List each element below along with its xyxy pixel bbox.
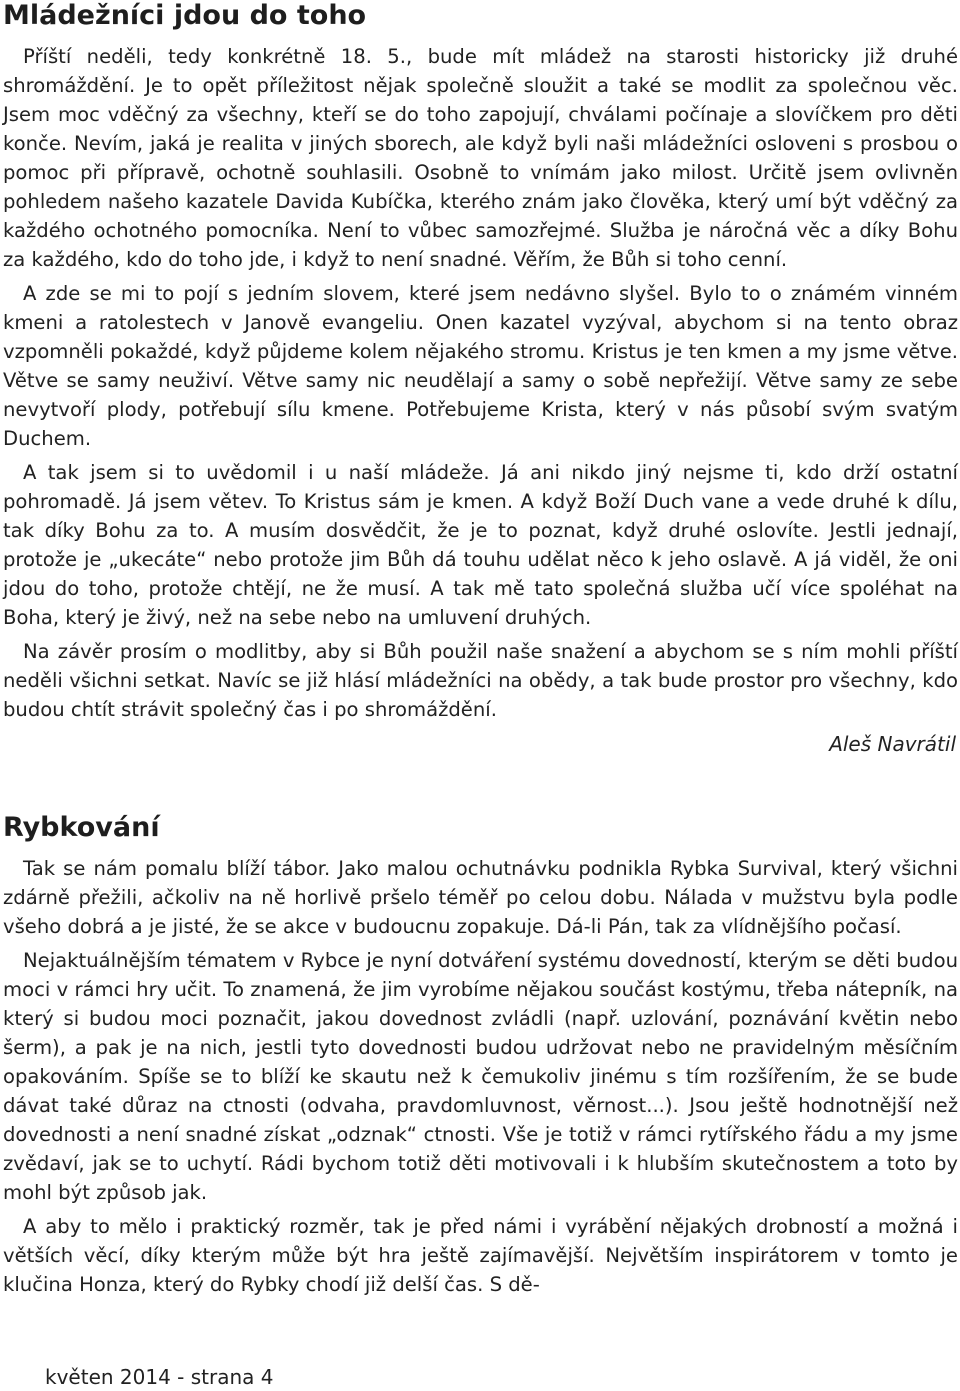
article-paragraph: A zde se mi to pojí s jedním slovem, které jsem nedávno slyšel. Bylo to o známém vinném kmeni a ratolestech v Janově evangeliu. Onen kazatel vyzýval, abychom si na tento obraz vzpomněli pokaždé, když půjdeme kolem nějakého stromu. Kristus je ten kmen a my jsme větve. Větve se samy neuživí. Větve samy nic neudělají a samy o sobě nepřežijí. Větve samy ze sebe nevytvoří plody, potřebují sílu kmene. Potřebujeme Krista, který v nás působí svým svatým Duchem. [3, 282, 958, 450]
article-title: Mládežníci jdou do toho [3, 0, 367, 31]
article-title: Rybkování [3, 812, 160, 843]
article-body [3, 854, 958, 1299]
article-paragraph: Na závěr prosím o modlitby, aby si Bůh použil naše snažení a abychom se s ním mohli příští neděli všichni setkat. Navíc se již hlásí mládežníci na obědy, a tak bude prostor pro všechny, kdo budou chtít strávit společný čas i po shromáždění. [3, 640, 958, 721]
article-paragraph: Příští neděli, tedy konkrétně 18. 5., bude mít mládež na starosti historicky již druhé shromáždění. Je to opět příležitost nějak společně sloužit a také se modlit za společnou věc. Jsem moc vděčný za všechny, kteří se do toho zapojují, chválami počínaje a slovíčkem pro děti konče. Nevím, jaká je realita v jiných sborech, ale když byli naši mládežníci osloveni s prosbou o pomoc při přípravě, ochotně souhlasili. Osobně to vnímám jako milost. Určitě jsem ovlivněn pohledem našeho kazatele Davida Kubíčka, kterého znám jako člověka, který umí být vděčný za každého ochotného pomocníka. Není to vůbec samozřejmé. Služba je náročná věc a díky Bohu za každého, kdo do toho jde, i když to není snadné. Věřím, že Bůh si toho cenní. [3, 45, 958, 271]
page-footer: květen 2014 - strana 4 [45, 1365, 274, 1389]
article-body [3, 42, 958, 759]
article-author: Aleš Navrátil [829, 732, 956, 756]
article-paragraph: A aby to mělo i praktický rozměr, tak je před námi i vyrábění nějakých drobností a možná i větších věcí, díky kterým může být hra ještě zajímavější. Největším inspirátorem v tomto je klučina Honza, který do Rybky chodí již delší čas. S dě- [3, 1215, 958, 1296]
article-rybkovani [3, 812, 958, 1304]
article-paragraph: Nejaktuálnějším tématem v Rybce je nyní dotváření systému dovedností, kterým se děti budou moci v rámci hry učit. To znamená, že jim vyrobíme nějakou součást kostýmu, třeba nátepník, na který si budou moci poznačit, jakou dovednost zvládli (např. uzlování, poznávání květin nebo šerm), a pak je na nich, jestli tyto dovednosti budou udržovat nebo ne pravidelným měsíčním opakováním. Spíše se to blíží ke skautu než k čemukoliv jinému s tím rozšířením, že se bude dávat také důraz na ctnosti (odvaha, pravdomluvnost, věrnost...). Jsou ještě hodnotnější než dovednosti a není snadné získat „odznak“ ctnosti. Vše je totiž v rámci rytířského řádu a my jsme zvědaví, jak se to uchytí. Rádi bychom totiž děti motivovali i k hlubším skutečnostem a toto by mohl být způsob jak. [3, 949, 958, 1204]
article-mladeznici [3, 0, 958, 759]
article-paragraph: A tak jsem si to uvědomil i u naší mládeže. Já ani nikdo jiný nejsme ti, kdo drží ostatní pohromadě. Já jsem větev. To Kristus sám je kmen. A když Boží Duch vane a vede druhé k dílu, tak díky Bohu za to. A musím dosvědčit, že je to poznat, když druhé oslovíte. Jestli jednají, protože je „ukecáte“ nebo protože jim Bůh dá touhu udělat něco k jeho oslavě. A já viděl, že oni jdou do toho, protože chtějí, ne že musí. A tak mě tato společná služba učí více spoléhat na Boha, který je živý, než na sebe nebo na umluvení druhých. [3, 461, 958, 629]
article-paragraph: Tak se nám pomalu blíží tábor. Jako malou ochutnávku podnikla Rybka Survival, který všichni zdárně přežili, ačkoliv na ně horlivě pršelo téměř po celou dobu. Nálada v mužstvu byla podle všeho dobrá a je jisté, že se akce v budoucnu zopakuje. Dá-li Pán, tak za vlídnějšího počasí. [3, 857, 958, 938]
